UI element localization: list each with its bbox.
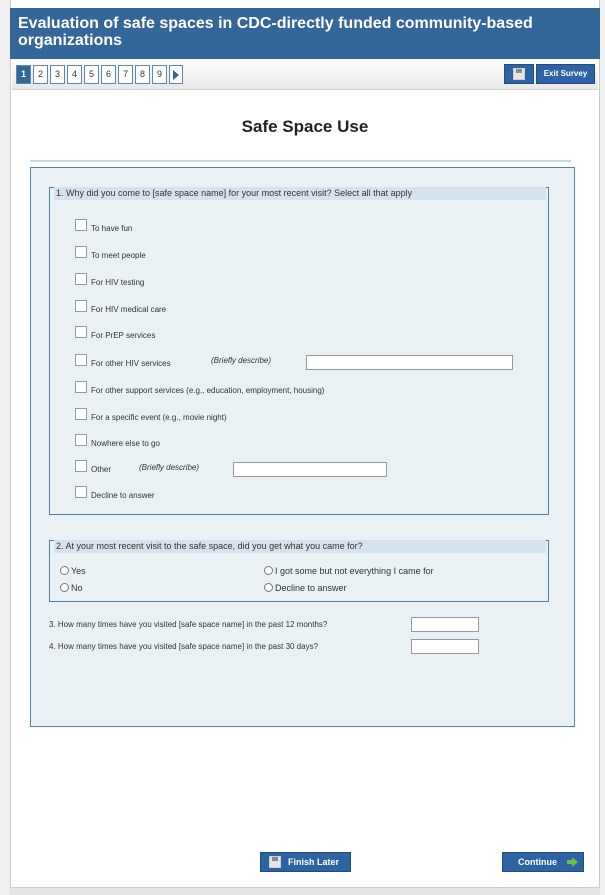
q2-fieldset: [49, 540, 549, 602]
q1-question: 1. Why did you come to [safe space name] for your most recent visit? Select all that apply: [54, 187, 546, 200]
footer-bar: [10, 887, 600, 895]
survey-title: Evaluation of safe spaces in CDC-directly funded community-based organizations: [18, 15, 533, 49]
continue-button[interactable]: Continue: [502, 852, 584, 872]
arrow-right-icon: [567, 858, 578, 866]
q2-option-yes[interactable]: Yes: [60, 566, 86, 576]
q4-question: 4. How many times have you visited [safe space name] in the past 30 days?: [49, 642, 319, 651]
page-title: Safe Space Use: [241, 117, 369, 136]
q3-question: 3. How many times have you visited [safe space name] in the past 12 months?: [49, 620, 328, 629]
page-3-button[interactable]: 3: [50, 65, 65, 84]
q2-question: 2. At your most recent visit to the safe space, did you get what you came for?: [54, 540, 546, 553]
floppy-disk-icon: [269, 856, 281, 868]
q2-option-partial[interactable]: I got some but not everything I came for: [264, 566, 434, 576]
radio-button[interactable]: [60, 566, 69, 575]
toolbar: [12, 60, 598, 90]
page-5-button[interactable]: 5: [84, 65, 99, 84]
page-2-button[interactable]: 2: [33, 65, 48, 84]
page-8-button[interactable]: 8: [135, 65, 150, 84]
checkbox[interactable]: [75, 381, 87, 393]
page-navigation: [16, 65, 183, 84]
other-hiv-services-describe-input[interactable]: [306, 355, 513, 370]
describe-hint: (Briefly describe): [139, 463, 200, 472]
exit-survey-button[interactable]: Exit Survey: [536, 64, 595, 84]
page-7-button[interactable]: 7: [118, 65, 133, 84]
other-describe-input[interactable]: [233, 462, 387, 477]
q2-option-decline[interactable]: Decline to answer: [264, 583, 347, 593]
checkbox[interactable]: [75, 486, 87, 498]
describe-hint: (Briefly describe): [211, 356, 272, 365]
page-1-button[interactable]: 1: [16, 65, 31, 84]
radio-button[interactable]: [264, 566, 273, 575]
page-9-button[interactable]: 9: [152, 65, 167, 84]
q1-fieldset: 1. Why did you come to [safe space name] for your most recent visit? Select all that apply To have fun To meet people For HIV testing For HIV medical care For PrEP services For other HIV services (Briefly describe) For other support services (e.g., education, employment, housing) For a specific event (e.g., movie night) Nowhere else to go Other (Briefly describe) Decline to answer: [49, 187, 549, 515]
save-button[interactable]: [504, 64, 534, 84]
radio-button[interactable]: [60, 583, 69, 592]
radio-button[interactable]: [264, 583, 273, 592]
next-page-arrow-icon[interactable]: [169, 65, 183, 84]
checkbox[interactable]: [75, 408, 87, 420]
question-panel: [30, 167, 575, 727]
floppy-disk-icon: [513, 68, 525, 80]
finish-later-button[interactable]: Finish Later: [260, 852, 351, 872]
q4-visits-30-days-input[interactable]: [411, 639, 479, 654]
checkbox[interactable]: [75, 246, 87, 258]
title-divider: [30, 160, 571, 162]
checkbox[interactable]: [75, 300, 87, 312]
checkbox[interactable]: [75, 460, 87, 472]
q2-option-no[interactable]: No: [60, 583, 83, 593]
page-4-button[interactable]: 4: [67, 65, 82, 84]
checkbox[interactable]: [75, 354, 87, 366]
checkbox[interactable]: [75, 273, 87, 285]
checkbox[interactable]: [75, 434, 87, 446]
survey-header: [10, 8, 600, 59]
checkbox[interactable]: [75, 326, 87, 338]
page-6-button[interactable]: 6: [101, 65, 116, 84]
checkbox[interactable]: [75, 219, 87, 231]
q3-visits-12-months-input[interactable]: [411, 617, 479, 632]
